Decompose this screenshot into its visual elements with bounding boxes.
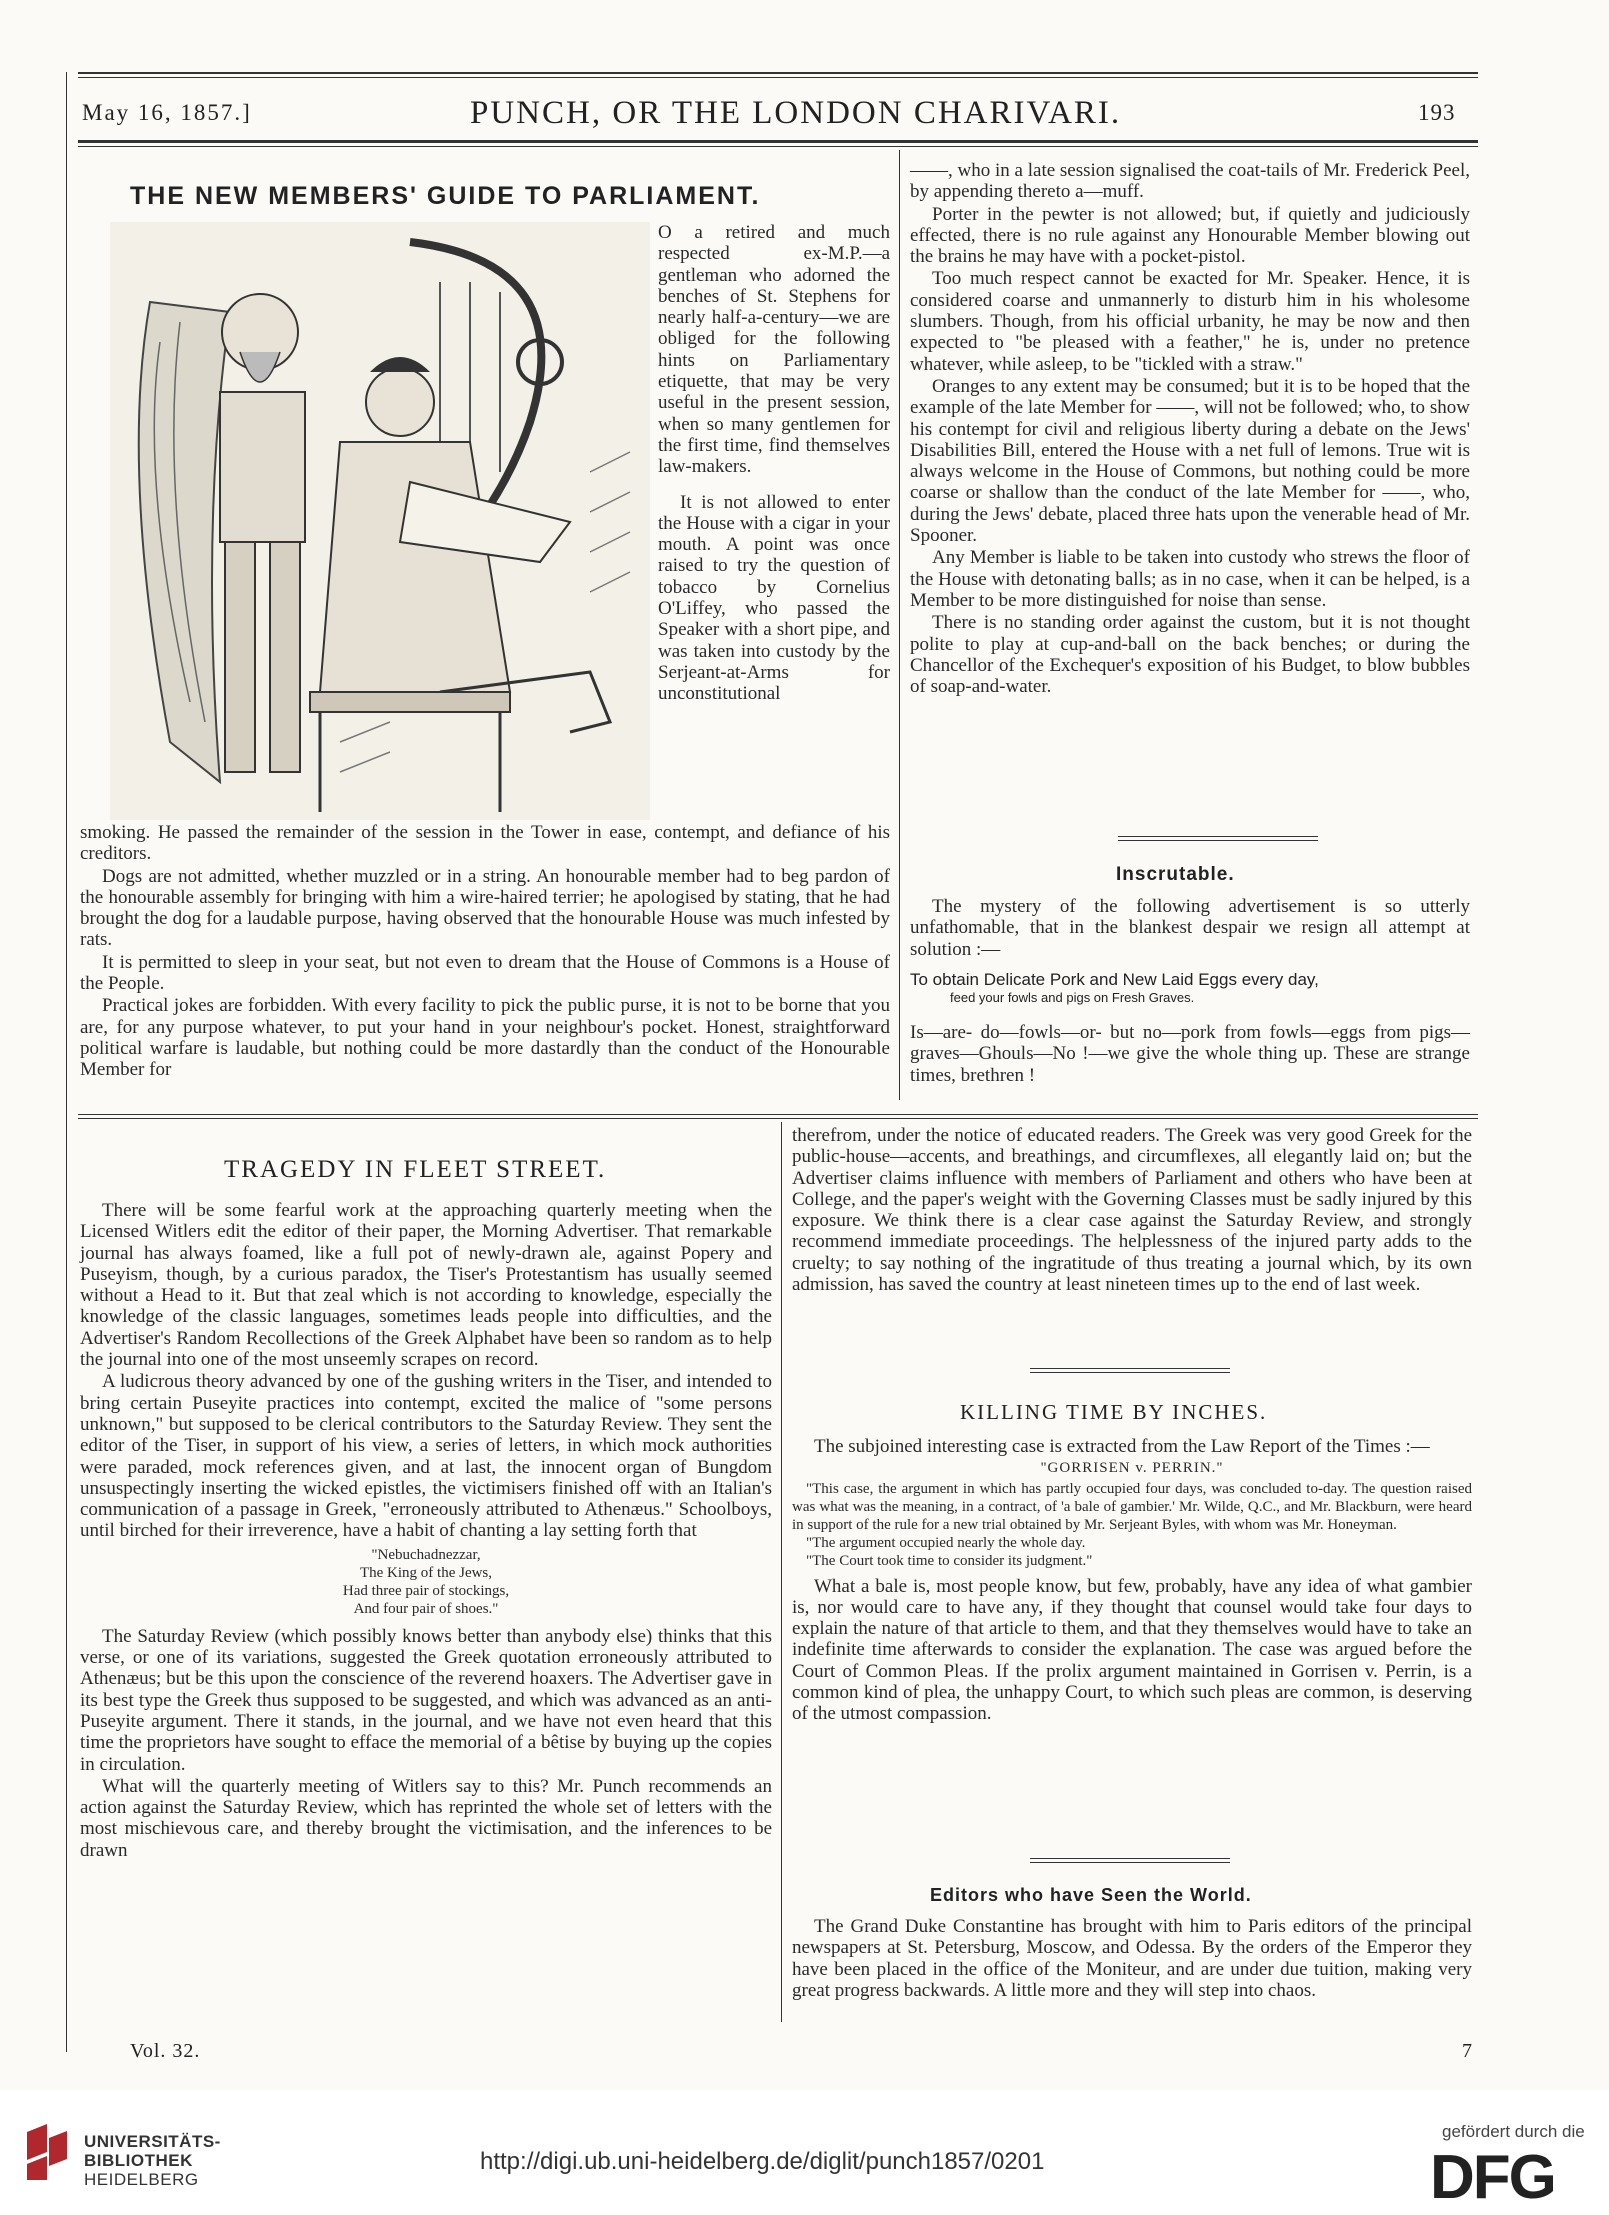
article1-paragraph-cigar: It is not allowed to enter the House with a cigar in your mouth. A point was once raised to try the question of tobacco by Cornelius O'Liffey, who passed the Speaker with a short pipe, and was taken into custody by the Serjeant-at-Arms for unconstitutional bbox=[658, 491, 890, 705]
library-name bbox=[84, 2132, 221, 2189]
article1-right-paragraph-2: Porter in the pewter is not allowed; but, if quietly and judiciously effected, there is no rule against any Honourable Member blowing out the brains he may have with a pocket-pistol. bbox=[910, 203, 1470, 268]
mid-rule-2 bbox=[78, 1118, 1478, 1119]
library-logo bbox=[22, 2122, 72, 2182]
library-name-line-1: UNIVERSITÄTS- bbox=[84, 2132, 221, 2151]
tragedy-paragraph-3: The Saturday Review (which possibly knows better than anybody else) thinks that this verse, or one of its variations, suggested the Greek quotation erroneously attributed to Athenæus; but be this upon the conscience of the reverend hoaxers. The Advertiser gave in its best type the Greek thus supposed to be suggested, and which was advanced as an anti-Puseyite argument. There it stands, in the journal, and we have not even heard that this time the proprietors have sought to efface the memorial of a bêtise by buying up the copies in circulation. bbox=[80, 1625, 772, 1775]
article1-paragraph-intro: O a retired and much respected ex-M.P.—a gentleman who adorned the benches of St. Stephens for nearly half-a-century—we are obliged for the following hints on Parliamentary etiquette, that may be very useful in the present session, when so many gentlemen for the first time, find themselves law-makers. bbox=[658, 222, 890, 478]
tragedy-title: TRAGEDY IN FLEET STREET. bbox=[224, 1156, 607, 1183]
verse-line-4: And four pair of shoes." bbox=[353, 1600, 499, 1617]
article1-right-paragraph-4: Oranges to any extent may be consumed; but it is to be hoped that the example of the late Member for ——, will not be followed; who, to show his contempt for civil and religious liberty during a debate on the Jews' Disabilities Bill, entered the House with a net full of lemons. True wit is always welcome in the House of Commons, but nothing could be more coarse or shallow than the conduct of the late Member for ——, who, during the Jews' debate, placed three hats upon the venerable head of Mr. Spooner. bbox=[910, 375, 1470, 547]
tragedy-right-column bbox=[792, 1125, 1472, 1296]
cartoon-illustration bbox=[110, 222, 650, 820]
nebuchadnezzar-verse bbox=[80, 1546, 772, 1618]
article1-right-paragraph-1: ——, who in a late session signalised the coat-tails of Mr. Frederick Peel, by appending thereto a—muff. bbox=[910, 160, 1470, 203]
tragedy-paragraph-4: What will the quarterly meeting of Witlers say to this? Mr. Punch recommends an action against the Saturday Review, which has reprinted the whole set of letters with the most mischievous care, and thereby brought the victimisation, and the inferences to be drawn bbox=[80, 1775, 772, 1861]
inscrutable-body bbox=[910, 896, 1470, 961]
library-name-line-2: BIBLIOTHEK bbox=[84, 2151, 193, 2170]
source-url[interactable]: http://digi.ub.uni-heidelberg.de/diglit/punch1857/0201 bbox=[480, 2148, 1045, 2175]
separator-killing bbox=[1030, 1368, 1230, 1369]
digitization-footer bbox=[0, 2090, 1609, 2215]
separator-inscrutable-top bbox=[1118, 836, 1318, 837]
funded-by-label: gefördert durch die bbox=[1442, 2122, 1585, 2141]
header-rule bbox=[78, 140, 1478, 143]
article1-right-column bbox=[910, 160, 1470, 698]
left-border bbox=[66, 72, 67, 2052]
case-title: "GORRISEN v. PERRIN." bbox=[1040, 1460, 1224, 1477]
separator-killing-2 bbox=[1030, 1372, 1230, 1373]
inscrutable-title: Inscrutable. bbox=[1116, 864, 1235, 885]
article-title-members-guide: THE NEW MEMBERS' GUIDE TO PARLIAMENT. bbox=[130, 182, 761, 210]
case-paragraph-3: "The Court took time to consider its judgment." bbox=[806, 1552, 1093, 1569]
editors-title: Editors who have Seen the World. bbox=[930, 1885, 1252, 1905]
column-divider-bottom bbox=[781, 1122, 782, 2022]
column-divider-top bbox=[899, 150, 900, 1100]
article1-paragraph-dogs: Dogs are not admitted, whether muzzled or in a string. An honourable member had to beg pardon of the honourable assembly for bringing with him a wire-haired terrier; he apologised by stating, that he had brought the dog for a laudable purpose, having observed that the honourable House was much infested by rats. bbox=[80, 865, 890, 951]
library-name-line-3: HEIDELBERG bbox=[84, 2170, 199, 2189]
dfg-logo: DFG bbox=[1430, 2143, 1555, 2212]
article1-right-paragraph-6: There is no standing order against the custom, but it is not thought polite to play at cup-and-ball on the back benches; or during the Chancellor of the Exchequer's exposition of his Budget, to blow bubbles of soap-and-water. bbox=[910, 612, 1470, 698]
volume-label: Vol. 32. bbox=[130, 2040, 201, 2062]
verse-line-2: The King of the Jews, bbox=[359, 1564, 493, 1581]
separator-inscrutable-top-2 bbox=[1118, 840, 1318, 841]
mid-rule bbox=[78, 1114, 1478, 1115]
killing-paragraph-2: What a bale is, most people know, but few, probably, have any idea of what gambier is, nor would care to have any, if they thought that counsel would take four days to explain the nature of that article to them, and that they themselves would have to take an indefinite time afterwards to consider the explanation. The case was argued before the Court of Common Pleas. If the prolix argument maintained in Gorrisen v. Perrin, is a common kind of plea, the unhappy Court, to which such pleas are common, is deserving of the utmost compassion. bbox=[792, 1575, 1472, 1725]
killing-paragraph-1: The subjoined interesting case is extracted from the Law Report of the Times :— bbox=[814, 1436, 1430, 1457]
signature-mark: 7 bbox=[1462, 2040, 1472, 2062]
tragedy-right-paragraph: therefrom, under the notice of educated readers. The Greek was very good Greek for the public-house—accents, and breathings, and circumflexes, all elegantly laid on; but the Advertiser claims influence with members of Parliament and others who have been at College, and the paper's weight with the Governing Classes must be sadly injured by this exposure. We think there is a clear case against the Saturday Review, and strongly recommend immediate proceedings. The helplessness of the injured party adds to the cruelty; to say nothing of the ingratitude of thus treating a journal which, by its own admission, has saved the country at least nineteen times up to the end of last week. bbox=[792, 1125, 1472, 1296]
editors-paragraph: The Grand Duke Constantine has brought with him to Paris editors of the principal newspapers at St. Petersburg, Moscow, and Odessa. By the orders of the Emperor they have been placed in the office of the Moniteur, and are under due tuition, making very great progress backwards. A little more and they will step into chaos. bbox=[792, 1916, 1472, 2001]
case-paragraph-2: "The argument occupied nearly the whole day. bbox=[806, 1534, 1086, 1551]
inscrutable-paragraph-2: Is—are- do—fowls—or- but no—pork from fowls—eggs from pigs—graves—Ghouls—No !—we give the whole thing up. These are strange times, brethren ! bbox=[910, 1022, 1470, 1086]
article1-beside-text bbox=[658, 222, 890, 706]
article1-paragraph-sleep: It is permitted to sleep in your seat, but not even to dream that the House of Commons is a House of the People. bbox=[80, 951, 890, 995]
verse-line-3: Had three pair of stockings, bbox=[342, 1582, 510, 1599]
killing-body bbox=[792, 1436, 1472, 1726]
top-rule-thin bbox=[78, 77, 1478, 78]
header-date: May 16, 1857.] bbox=[82, 100, 252, 125]
header-rule-thin bbox=[78, 146, 1478, 147]
top-rule bbox=[78, 72, 1478, 74]
tragedy-left-column bbox=[80, 1200, 772, 1862]
article1-right-paragraph-3: Too much respect cannot be exacted for Mr. Speaker. Hence, it is considered coarse and unmannerly to disturb him in his wholesome slumbers. Though, from his official urbanity, he may be now and then expected to "be pleased with a feather," he is, under no pretence whatever, while asleep, to be "tickled with a straw." bbox=[910, 268, 1470, 375]
inscrutable-ad bbox=[910, 970, 1470, 1005]
article1-right-paragraph-5: Any Member is liable to be taken into custody who strews the floor of the House with detonating balls; as in no case, when it can be helped, is a Member to be more distinguished for noise than sense. bbox=[910, 547, 1470, 611]
ad-line-1: To obtain Delicate Pork and New Laid Eggs every day, bbox=[910, 970, 1319, 989]
article1-left-column bbox=[80, 822, 890, 1082]
separator-editors-2 bbox=[1030, 1862, 1230, 1863]
tragedy-paragraph-2: A ludicrous theory advanced by one of the gushing writers in the Tiser, and intended to bring certain Puseyite practices into contempt, excited the malice of "some persons unknown," but supposed to be clerical contributors to the Saturday Review. They sent the editor of the Tiser, in support of his view, a series of letters, in which mock authorities were paraded, mock references given, and at last, the innocent organ of Bungdom unsuspectingly inserting the wicked epistles, the victimisers finished off with an Italian's communication of a passage in Greek, "erroneously attributed to Athenæus." Schoolboys, until birched for their irreverence, have a habit of chanting a lay setting forth that bbox=[80, 1371, 772, 1542]
ad-line-2: feed your fowls and pigs on Fresh Graves. bbox=[950, 990, 1195, 1005]
article1-paragraph-jokes: Practical jokes are forbidden. With every facility to pick the public purse, it is not to be borne that you are, for any purpose whatever, to put your hand in your neighbour's pocket. Honest, straightforward political warfare is laudable, but nothing could be more dastardly than the conduct of the Honourable Member for bbox=[80, 995, 890, 1081]
separator-editors bbox=[1030, 1858, 1230, 1859]
inscrutable-body-2 bbox=[910, 1022, 1470, 1087]
tragedy-paragraph-1: There will be some fearful work at the approaching quarterly meeting when the Licensed Witlers edit the editor of their paper, the Morning Advertiser. That remarkable journal has always foamed, like a full pot of newly-drawn ale, against Popery and Puseyism, though, by a curious paradox, the Tiser's Protestantism has usually seemed without a Head to it. But that zeal which is not according to knowledge, especially the knowledge of the classic languages, sometimes leads people into difficulties, and the Advertiser's Random Recollections of the Greek Alphabet have been so random as to help the journal into one of the most unseemly scrapes on record. bbox=[80, 1200, 772, 1371]
inscrutable-paragraph-1: The mystery of the following advertisement is so utterly unfathomable, that in the blankest despair we resign all attempt at solution :— bbox=[910, 896, 1470, 960]
case-paragraph-1: "This case, the argument in which has partly occupied four days, was concluded to-day. The question raised was what was the meaning, in a contract, of 'a bale of gambier.' Mr. Wilde, Q.C., and Mr. Blackburn, were heard in support of the rule for a new trial obtained by Mr. Serjeant Byles, with whom was Mr. Honeyman. bbox=[792, 1480, 1472, 1533]
editors-body bbox=[792, 1916, 1472, 2002]
header-title: PUNCH, OR THE LONDON CHARIVARI. bbox=[470, 95, 1122, 131]
verse-line-1: "Nebuchadnezzar, bbox=[371, 1546, 481, 1563]
cartoon-drawing bbox=[110, 222, 650, 820]
article1-paragraph-smoking: smoking. He passed the remainder of the session in the Tower in ease, contempt, and defiance of his creditors. bbox=[80, 822, 890, 865]
header-page-number: 193 bbox=[1418, 100, 1456, 125]
killing-title: KILLING TIME BY INCHES. bbox=[960, 1400, 1268, 1424]
